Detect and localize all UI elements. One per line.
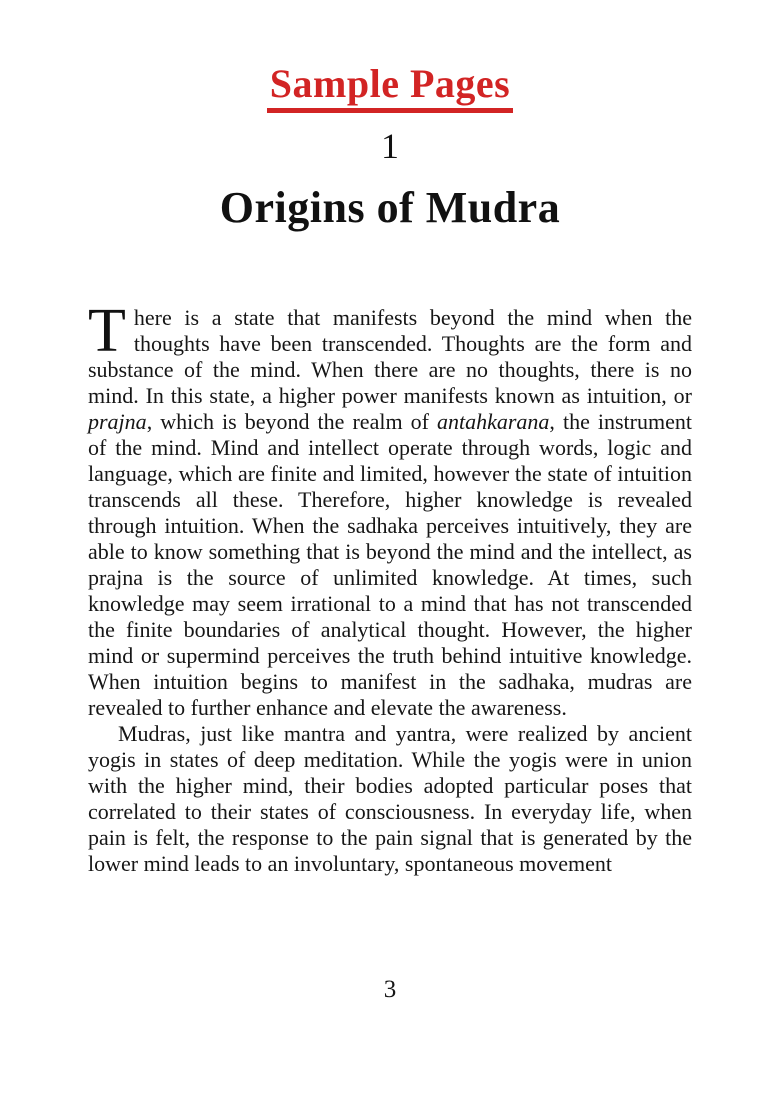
italic-term-prajna: prajna: [88, 409, 147, 435]
drop-cap: T: [88, 297, 126, 366]
italic-term-antahkarana: antahkarana: [436, 409, 550, 435]
paragraph-1-text-segment: , which is beyond the realm of: [146, 409, 437, 435]
sample-pages-label: Sample Pages: [267, 62, 513, 113]
sample-pages-banner: [0, 0, 780, 113]
chapter-number: 1: [381, 126, 399, 166]
page-number: 3: [383, 976, 397, 1003]
paragraph-2: Mudras, just like mantra and yantra, were realized by ancient yogis in states of deep meditation. While the yogis were in union with the higher mind, their bodies adopted particular poses that correlated to their states of consciousness. In everyday life, when pain is felt, the response to the pain signal that is generated by the lower mind leads to an involuntary, spontaneous movement: [88, 721, 692, 877]
paragraph-1: [88, 297, 692, 721]
page-body: [88, 297, 692, 877]
paragraph-1-text-segment: here is a state that manifests beyond the mind when the thoughts have been transcended. Thoughts are the form and substance of the mind. When there are no thoughts, there is no mind. In this state, a higher power manifests known as intuition, or: [88, 305, 692, 409]
paragraph-1-text-segment: , the instrument of the mind. Mind and intellect operate through words, logic and language, which are finite and limited, however the state of intuition transcends all these. Therefore, higher knowledge is revealed through intuition. When the sadhaka perceives intuitively, they are able to know something that is beyond the mind and the intellect, as prajna is the source of unlimited knowledge. At times, such knowledge may seem irrational to a mind that has not transcended the finite boundaries of analytical thought. However, the higher mind or supermind perceives the truth behind intuitive knowledge. When intuition begins to manifest in the sadhaka, mudras are revealed to further enhance and elevate the awareness.: [88, 409, 692, 721]
chapter-title: Origins of Mudra: [219, 182, 561, 232]
